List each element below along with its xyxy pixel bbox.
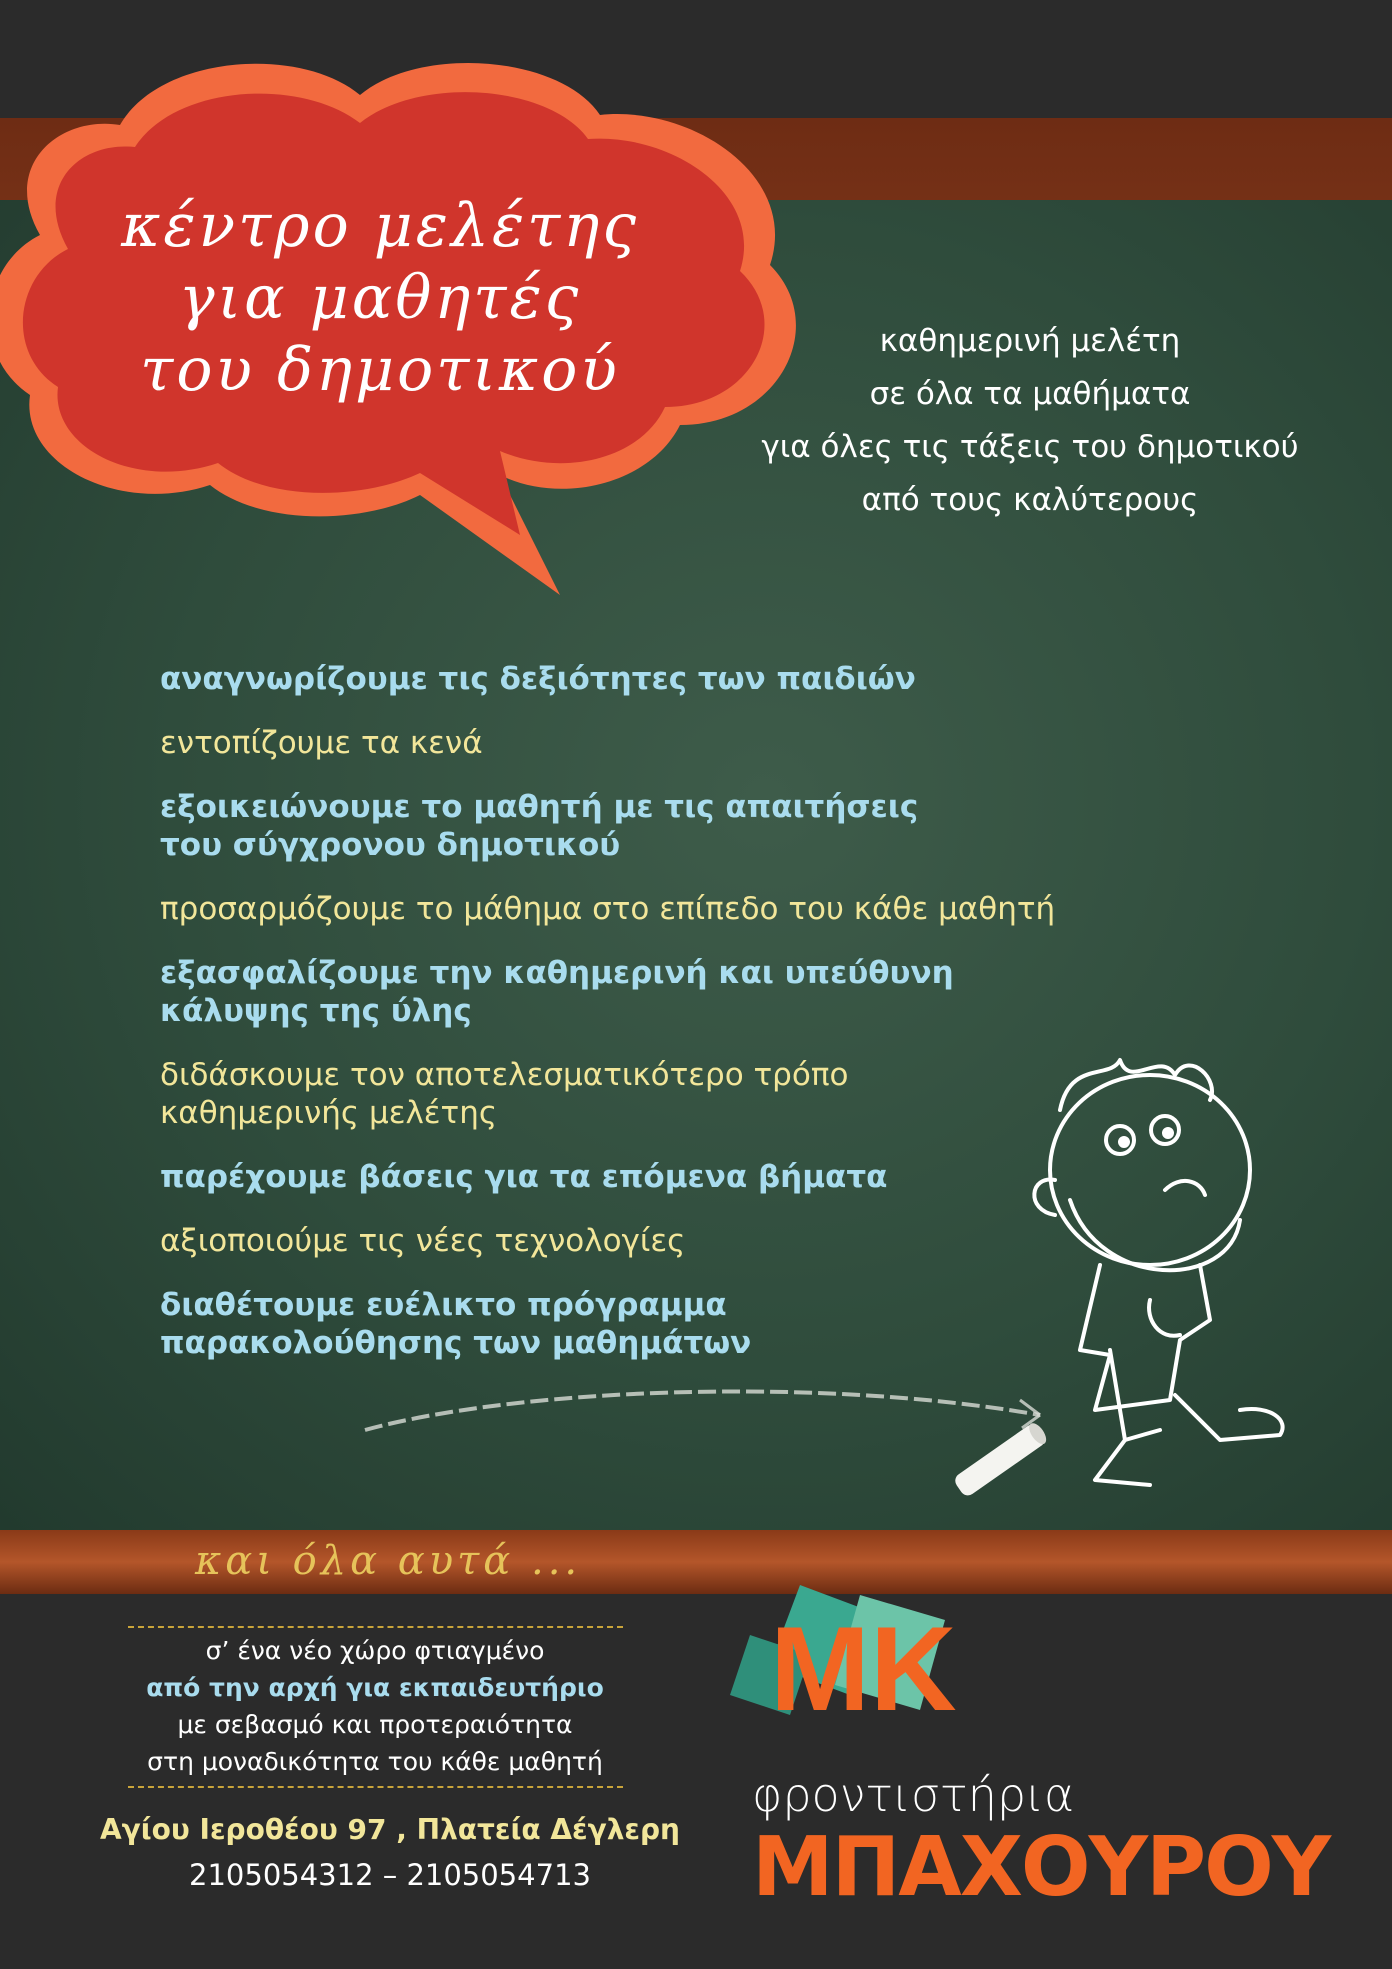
and-all-this-label: και όλα αυτά ... (195, 1538, 582, 1584)
bubble-line: κέντρο μελέτης (121, 191, 639, 261)
brand-name: ΜΠΑΧΟΥΡΟΥ (752, 1820, 1330, 1915)
space-line: με σεβασμό και προτεραιότητα (177, 1710, 573, 1739)
bubble-line: του δημοτικού (140, 335, 620, 405)
benefit-line: εξοικειώνουμε το μαθητή με τις απαιτήσεις (160, 789, 919, 825)
benefit-line: παρέχουμε βάσεις για τα επόμενα βήματα (160, 1159, 888, 1195)
benefit-item (160, 724, 1220, 762)
benefit-line: διδάσκουμε τον αποτελεσματικότερο τρόπο (160, 1057, 849, 1093)
intro-text (720, 315, 1340, 527)
benefit-line: αξιοποιούμε τις νέες τεχνολογίες (160, 1223, 686, 1259)
space-line: στη μοναδικότητα του κάθε μαθητή (147, 1747, 603, 1776)
benefit-line: προσαρμόζουμε το μάθημα στο επίπεδο του κάθε μαθητή (160, 891, 1056, 927)
intro-line: για όλες τις τάξεις του δημοτικού (761, 429, 1299, 465)
mk-logo-icon (730, 1575, 970, 1740)
benefit-line: καθημερινής μελέτης (160, 1095, 498, 1131)
benefit-line: εντοπίζουμε τα κενά (160, 725, 483, 761)
dashed-divider (128, 1626, 623, 1628)
benefit-item (160, 660, 1220, 698)
bubble-title (100, 190, 660, 406)
space-line: σ’ ένα νέο χώρο φτιαγμένο (205, 1636, 545, 1665)
logo-letters: ΜΚ (770, 1602, 957, 1736)
benefit-line: παρακολούθησης των μαθημάτων (160, 1325, 752, 1361)
bubble-line: για μαθητές (178, 263, 582, 333)
intro-line: από τους καλύτερους (861, 482, 1199, 518)
phone-numbers: 2105054312 – 2105054713 (189, 1858, 591, 1892)
benefit-line: αναγνωρίζουμε τις δεξιότητες των παιδιών (160, 661, 916, 697)
address: Αγίου Ιεροθέου 97 , Πλατεία Δέγλερη (100, 1813, 680, 1846)
intro-line: καθημερινή μελέτη (879, 323, 1181, 359)
benefit-item (160, 890, 1220, 928)
benefit-item (160, 788, 1220, 864)
intro-line: σε όλα τα μαθήματα (869, 376, 1191, 412)
new-space-text (110, 1632, 640, 1780)
space-line-highlight: από την αρχή για εκπαιδευτήριο (146, 1673, 604, 1702)
benefit-item (160, 954, 1220, 1030)
benefit-line: διαθέτουμε ευέλικτο πρόγραμμα (160, 1287, 727, 1323)
benefit-line: κάλυψης της ύλης (160, 993, 472, 1029)
boy-drawing-icon (1000, 1050, 1330, 1490)
benefit-line: του σύγχρονου δημοτικού (160, 827, 621, 863)
dashed-divider (128, 1786, 623, 1788)
brand-subtitle: φροντιστήρια (752, 1768, 1075, 1822)
benefit-line: εξασφαλίζουμε την καθημερινή και υπεύθυνη (160, 955, 954, 991)
